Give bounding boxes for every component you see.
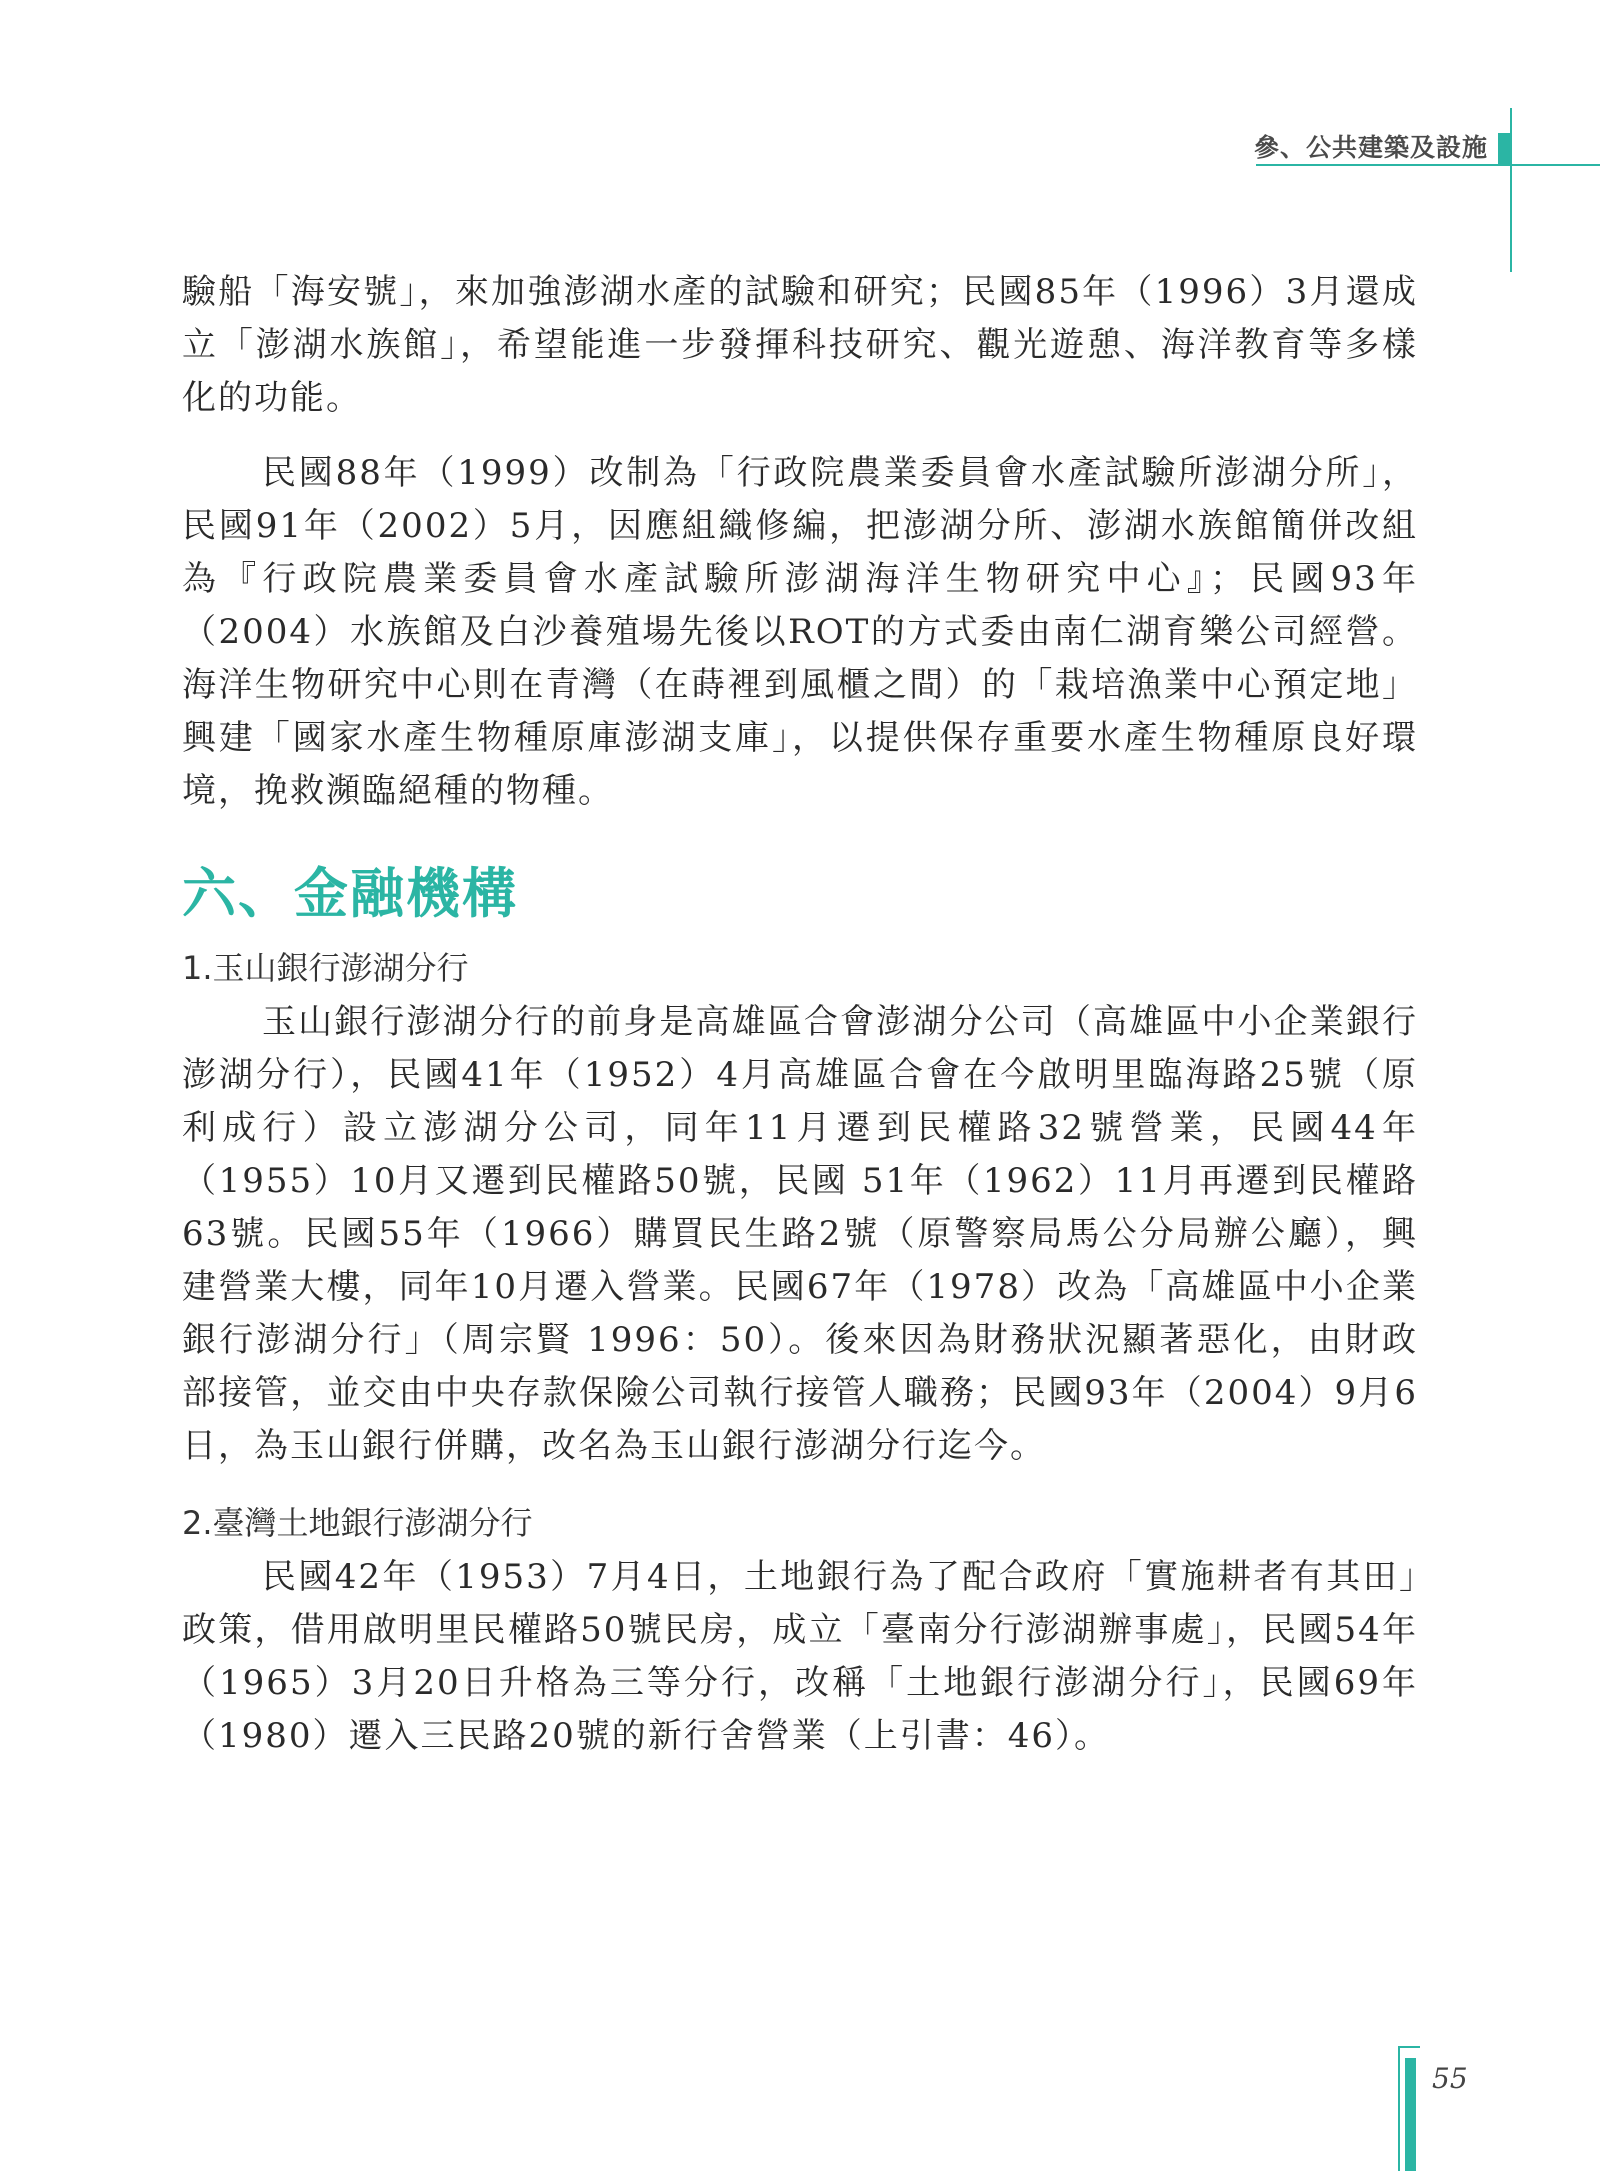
page-content — [182, 266, 1418, 1763]
header-rule-vertical — [1510, 108, 1512, 272]
intro-paragraph-1: 驗船「海安號」，來加強澎湖水產的試驗和研究；民國85年（1996）3月還成立「澎湖水族館」，希望能進一步發揮科技研究、觀光遊憩、海洋教育等多樣化的功能。 — [182, 272, 1418, 418]
subsection-heading-land-bank: 2.臺灣土地銀行澎湖分行 — [182, 1504, 533, 1542]
land-bank-paragraph: 民國42年（1953）7月4日，土地銀行為了配合政府「實施耕者有其田」政策，借用啟明里民權路50號民房，成立「臺南分行澎湖辦事處」，民國54年（1965）3月20日升格為三等分行，改稱「土地銀行澎湖分行」，民國69年（1980）遷入三民路20號的新行舍營業（上引書：46）。 — [182, 1557, 1418, 1756]
footer-rule-vertical — [1398, 2046, 1400, 2171]
section-heading-financial-institutions: 六、金融機構 — [182, 861, 518, 925]
header-rule-horizontal — [1256, 164, 1600, 166]
esun-bank-paragraph: 玉山銀行澎湖分行的前身是高雄區合會澎湖分公司（高雄區中小企業銀行澎湖分行），民國41年（1952）4月高雄區合會在今啟明里臨海路25號（原利成行）設立澎湖分公司，同年11月遷到民權路32號營業，民國44年（1955）10月又遷到民權路50號，民國 51年（1962）11月再遷到民權路63號。民國55年（1966）購買民生路2號（原警察局馬公分局辦公廳），興建營業大樓，同年10月遷入營業。民國67年（1978）改為「高雄區中小企業銀行澎湖分行」（周宗賢 1996：50）。後來因為財務狀況顯著惡化，由財政部接管，並交由中央存款保險公司執行接管人職務；民國93年（2004）9月6日，為玉山銀行併購，改名為玉山銀行澎湖分行迄今。 — [182, 1002, 1418, 1466]
page-number: 55 — [1432, 2062, 1468, 2095]
intro-paragraph-2: 民國88年（1999）改制為「行政院農業委員會水產試驗所澎湖分所」，民國91年（2002）5月，因應組織修編，把澎湖分所、澎湖水族館簡併改組為『行政院農業委員會水產試驗所澎湖海洋生物研究中心』；民國93年（2004）水族館及白沙養殖場先後以ROT的方式委由南仁湖育樂公司經營。海洋生物研究中心則在青灣（在蒔裡到風櫃之間）的「栽培漁業中心預定地」興建「國家水產生物種原庫澎湖支庫」，以提供保存重要水產生物種原良好環境，挽救瀕臨絕種的物種。 — [182, 453, 1418, 811]
footer-rule-horizontal — [1398, 2046, 1420, 2048]
footer-accent-bar — [1405, 2058, 1416, 2171]
subsection-heading-esun-bank: 1.玉山銀行澎湖分行 — [182, 949, 469, 987]
chapter-title: 參、公共建築及設施 — [1253, 133, 1488, 162]
